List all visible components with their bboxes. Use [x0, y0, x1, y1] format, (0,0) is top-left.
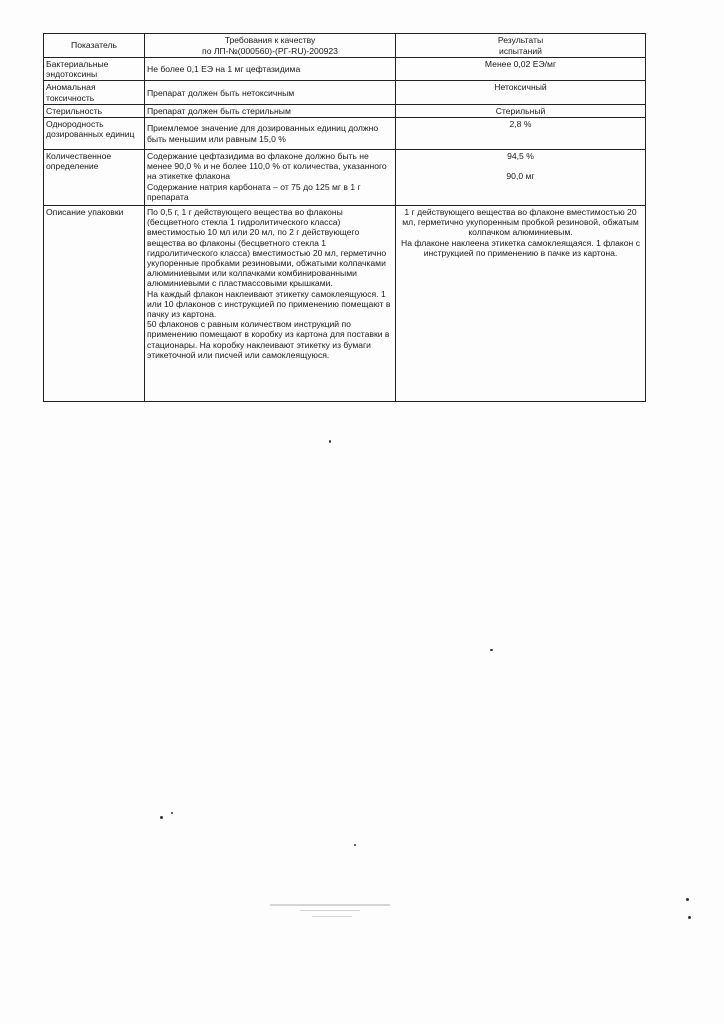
row-parameter: Бактериальные эндотоксины	[44, 58, 145, 81]
scan-speck	[490, 649, 493, 651]
row-requirement: Приемлемое значение для дозированных единиц должно быть меньшим или равным 15,0 %	[145, 118, 396, 150]
table-row	[44, 206, 646, 402]
scan-speck	[688, 916, 691, 919]
scan-speck	[171, 812, 173, 814]
scan-speck	[329, 440, 331, 443]
table-row	[44, 118, 646, 150]
row-result: 2,8 %	[396, 118, 646, 150]
quality-results-table	[43, 33, 646, 402]
row-parameter: Аномальная токсичность	[44, 81, 145, 104]
row-requirement: Не более 0,1 ЕЭ на 1 мг цефтазидима	[145, 58, 396, 81]
scan-smudge	[312, 916, 352, 917]
row-parameter: Количественное определение	[44, 150, 145, 206]
row-requirement: По 0,5 г, 1 г действующего вещества во флаконы (бесцветного стекла 1 гидролитического класса) вместимостью 10 мл или 20 мл, по 2 г действующего вещества во флаконы (бесцветного стекла 1 гидролитического класса) вместимостью 20 мл, герметично укупоренные пробками резиновыми, обжатыми колпачками алюминиевыми или колпачками комбинированными алюминиевыми с пластмассовыми крышками. На каждый флакон наклеивают этикетку самоклеящуюся. 1 или 10 флаконов с инструкцией по применению помещают в пачку из картона. 50 флаконов с равным количеством инструкций по применению помещают в коробку из картона для поставки в стационары. На коробку наклеивают этикетку из бумаги этикеточной или писчей или самоклеящуюся.	[145, 206, 396, 402]
row-parameter: Стерильность	[44, 104, 145, 117]
scan-speck	[686, 898, 689, 901]
table-header-row	[44, 34, 646, 58]
table-row	[44, 104, 646, 117]
header-parameter: Показатель	[44, 34, 145, 58]
row-parameter: Описание упаковки	[44, 206, 145, 402]
row-result: 1 г действующего вещества во флаконе вместимостью 20 мл, герметично укупоренным пробкой резиновой, обжатым колпачком алюминиевым. На флаконе наклеена этикетка самоклеящаяся. 1 флакон с инструкцией по применению в пачке из картона.	[396, 206, 646, 402]
row-requirement: Препарат должен быть стерильным	[145, 104, 396, 117]
row-result: Менее 0,02 ЕЭ/мг	[396, 58, 646, 81]
row-requirement: Препарат должен быть нетоксичным	[145, 81, 396, 104]
table-row	[44, 150, 646, 206]
scan-speck	[354, 844, 356, 846]
row-result: 94,5 % 90,0 мг	[396, 150, 646, 206]
header-requirements: Требования к качеству по ЛП-№(000560)-(РГ-RU)-200923	[145, 34, 396, 58]
scan-smudge	[270, 904, 390, 906]
scan-smudge	[300, 910, 360, 911]
row-result: Стерильный	[396, 104, 646, 117]
row-result: Нетоксичный	[396, 81, 646, 104]
table-row	[44, 81, 646, 104]
scan-speck	[160, 816, 163, 819]
row-parameter: Однородность дозированных единиц	[44, 118, 145, 150]
header-results: Результаты испытаний	[396, 34, 646, 58]
row-requirement: Содержание цефтазидима во флаконе должно быть не менее 90,0 % и не более 110,0 % от количества, указанного на этикетке флакона Содержание натрия карбоната – от 75 до 125 мг в 1 г препарата	[145, 150, 396, 206]
table-row	[44, 58, 646, 81]
